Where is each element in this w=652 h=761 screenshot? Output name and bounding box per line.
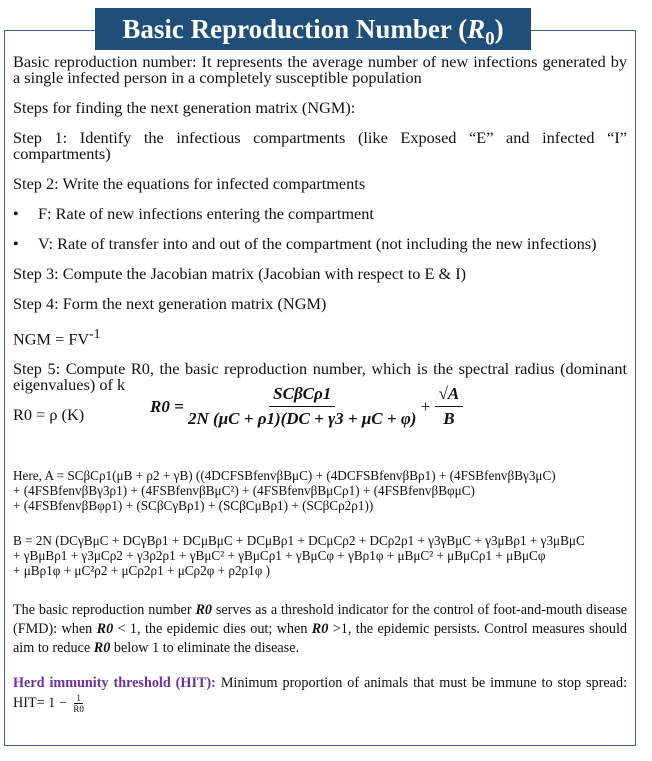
steps-heading: Steps for finding the next generation matrix (NGM): xyxy=(13,98,356,117)
main-content xyxy=(13,54,627,437)
step-4: Step 4: Form the next generation matrix (NGM) xyxy=(13,294,327,313)
a-definition: Here, A = SCβCρ1(μB + ρ2 + γB) ((4DCFSBfenvβBμC) + (4DCFSBfenvβBρ1) + (4FSBfenvβBγ3μC) + (4FSBfenvβBγ3ρ1) + (4FSBfenvβBμC²) + (4FSBfenvβBμCρ1) + (4FSBfenvβBφμC) + (4FSBfenvβBφρ1) + (SCβCγBρ1) + (SCβCμBρ1) + (SCβCρ2ρ1)) xyxy=(13,468,556,513)
step-2: Step 2: Write the equations for infected compartments xyxy=(13,174,366,193)
step-1: Step 1: Identify the infectious compartments (like Exposed “E” and infected “I” compartments) xyxy=(13,128,627,163)
r0-spectral-radius: R0 = ρ (K) xyxy=(13,405,85,425)
sqrt-fraction: $\frac{√A}{B}$ xyxy=(435,384,464,429)
ngm-equation: NGM = $FV^{-1}$ xyxy=(13,326,101,349)
hit-fraction: $\frac{1}{R0}$ xyxy=(73,693,84,714)
step-5: Step 5: Compute R0, the basic reproduction number, which is the spectral radius (dominant eigenvalues) of k xyxy=(13,359,627,395)
threshold-paragraph: The basic reproduction number R0 serves as a threshold indicator for the control of foot-and-mouth disease (FMD): when R0 < 1, the epidemic dies out; when R0 >1, the epidemic persists. Control measures should aim to reduce R0 below 1 to eliminate the disease. xyxy=(13,602,628,656)
page-title: Basic Reproduction Number $(R_0)$ xyxy=(95,8,531,50)
hit-paragraph: Herd immunity threshold (HIT): Minimum proportion of animals that must be immune to stop spread: HIT= 1 − $\frac{1}{R0}$ xyxy=(13,675,628,714)
bullet-f: • F: Rate of new infections entering the compartment xyxy=(13,204,374,223)
step-3: Step 3: Compute the Jacobian matrix (Jacobian with respect to E & I) xyxy=(13,264,467,283)
hit-label: Herd immunity threshold (HIT): xyxy=(13,675,216,691)
r0-formula: R0 = $\frac{\text{SCβCρ1}}{2N (\mu C + \rho 1)(DC + \gamma 3 + \mu C + \varphi)}$ + $\frac{√A}{B}$ xyxy=(150,384,463,429)
main-fraction: $\frac{\text{SCβCρ1}}{2N (\mu C + \rho 1)(DC + \gamma 3 + \mu C + \varphi)}$ xyxy=(188,384,417,428)
b-definition: B = 2N (DCγBμC + DCγBρ1 + DCμBμC + DCμBρ1 + DCμCρ2 + DCρ2ρ1 + γ3γBμC + γ3μBρ1 + γ3μBμC + γBμBρ1 + γ3μCρ2 + γ3ρ2ρ1 + γBμC² + γBμCρ1 + γBμCφ + γBρ1φ + μBμC² + μBμCρ1 + μBμCφ + μBρ1φ + μC²ρ2 + μCρ2ρ1 + μCρ2φ + ρ2ρ1φ ) xyxy=(13,533,585,578)
intro-text: Basic reproduction number: It represents the average number of new infections generated by a single infected person in a completely susceptible population xyxy=(13,52,627,87)
bullet-v: • V: Rate of transfer into and out of the compartment (not including the new infections) xyxy=(13,234,597,253)
